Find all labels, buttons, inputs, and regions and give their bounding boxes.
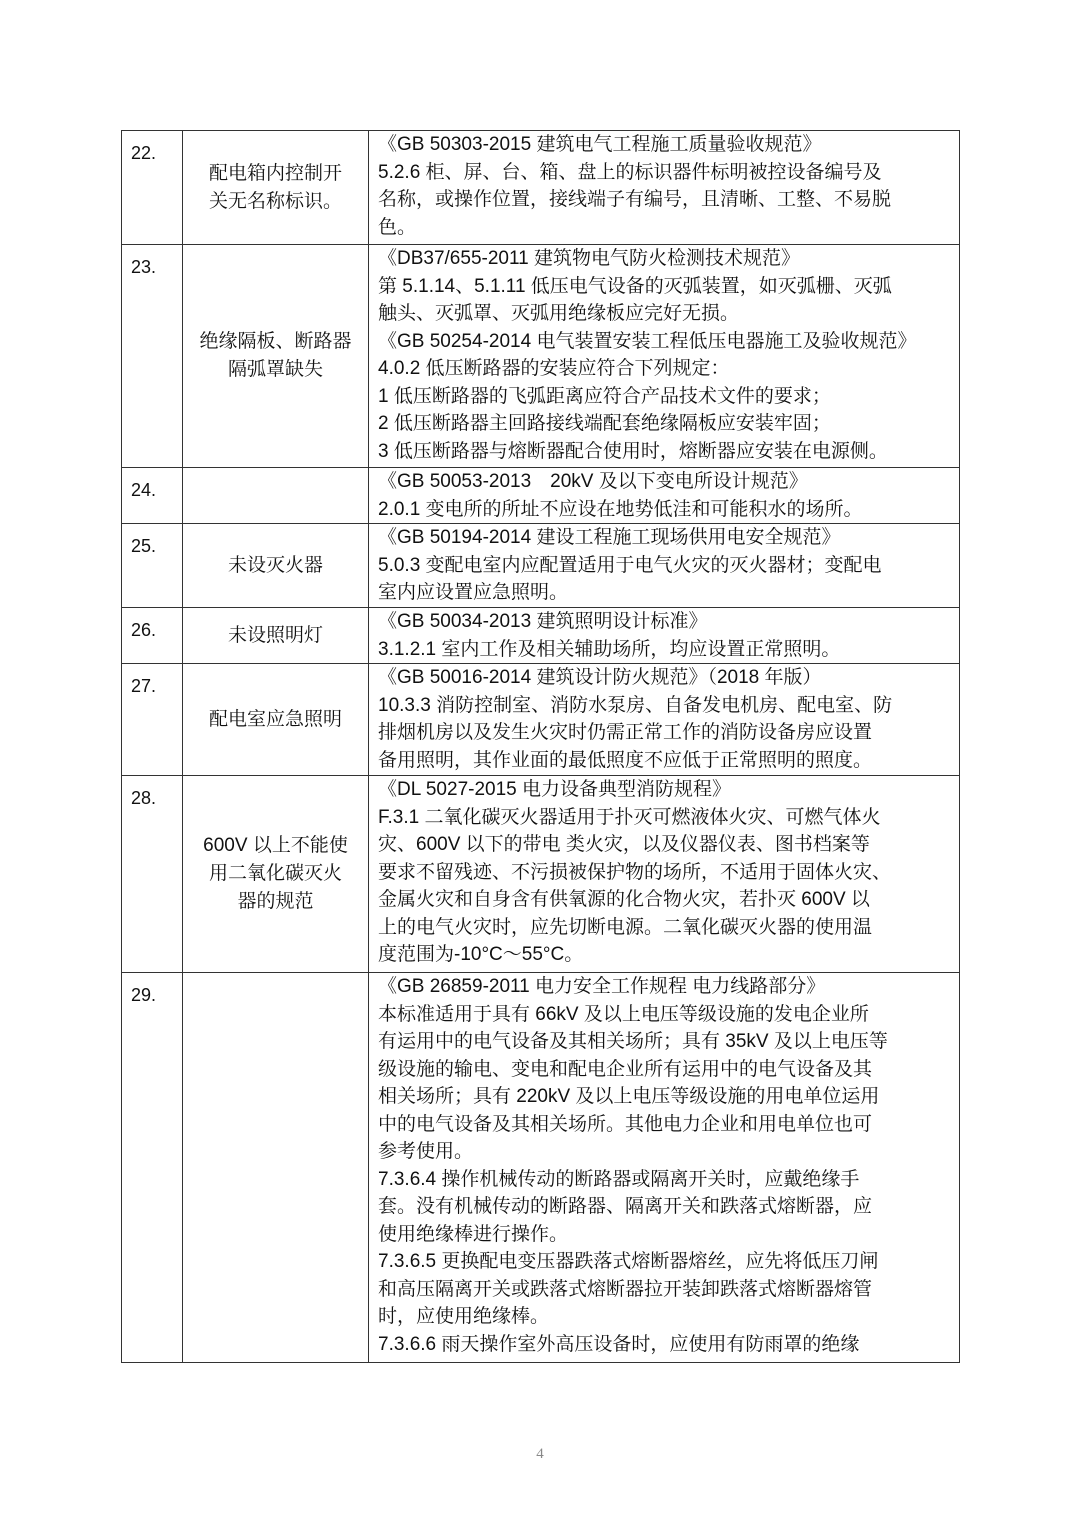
row-number: 22. [122,131,183,245]
table-row [122,776,960,973]
clause-line: 《DL 5027-2015 电力设备典型消防规程》 [378,779,732,800]
clause-line: 和高压隔离开关或跌落式熔断器拉开装卸跌落式熔断器熔管 [378,1278,873,1300]
clause-cell [369,608,960,664]
clause-line: 套。没有机械传动的断路器、隔离开关和跌落式熔断器，应 [378,1196,873,1217]
clause-line: 1 低压断路器的飞弧距离应符合产品技术文件的要求； [378,385,831,407]
clause-line: 级设施的输电、变电和配电企业所有运用中的电气设备及其 [378,1058,873,1080]
clause-line: 本标准适用于具有 66kV 及以上电压等级设施的发电企业所 [378,1003,869,1025]
row-number: 27. [122,664,183,776]
clause-line: 备用照明，其作业面的最低照度不应低于正常照明的照度。 [378,749,873,771]
issue-cell [183,664,369,776]
clause-line: F.3.1 二氧化碳灭火器适用于扑灭可燃液体火灾、可燃气体火 [378,806,881,828]
clause-line: 有运用中的电气设备及其相关场所；具有 35kV 及以上电压等 [378,1031,888,1052]
clause-line: 使用绝缘棒进行操作。 [378,1223,569,1245]
clause-line: 排烟机房以及发生火灾时仍需正常工作的消防设备房应设置 [378,722,873,743]
clause-line: 《GB 50016-2014 建筑设计防火规范》（2018 年版） [378,667,822,688]
row-number: 29. [122,973,183,1363]
clause-line: 3 低压断路器与熔断器配合使用时，熔断器应安装在电源侧。 [378,440,888,462]
row-number: 26. [122,608,183,664]
table-row [122,245,960,468]
clause-cell [369,664,960,776]
clause-line: 《GB 50053-2013 20kV 及以下变电所设计规范》 [378,471,808,492]
issue-line: 隔弧罩缺失 [227,359,323,380]
clause-line: 5.2.6 柜、屏、台、箱、盘上的标识器件标明被控设备编号及 [378,161,882,183]
clause-line: 上的电气火灾时，应先切断电源。二氧化碳灭火器的使用温 [378,916,873,938]
issue-line: 未设照明灯 [227,624,323,646]
clause-line: 相关场所；具有 220kV 及以上电压等级设施的用电单位运用 [378,1086,880,1107]
clause-line: 10.3.3 消防控制室、消防水泵房、自备发电机房、配电室、防 [378,694,893,716]
issue-cell [183,776,369,973]
issue-line: 配电箱内控制开 [208,162,342,184]
clause-line: 金属火灾和自身含有供氧源的化合物火灾，若扑灭 600V 以 [378,889,870,910]
clause-line: 室内应设置应急照明。 [378,582,569,603]
clause-line: 灾、600V 以下的带电 类火灾，以及仪器仪表、图书档案等 [378,834,870,855]
issue-cell [183,468,369,524]
clause-line: 3.1.2.1 室内工作及相关辅助场所，均应设置正常照明。 [378,638,841,660]
clause-line: 7.3.6.5 更换配电变压器跌落式熔断器熔丝，应先将低压刀闸 [378,1251,879,1272]
clause-line: 《GB 50303-2015 建筑电气工程施工质量验收规范》 [378,134,822,155]
clause-line: 5.0.3 变配电室内应配置适用于电气火灾的灭火器材；变配电 [378,554,882,576]
issue-line: 关无名称标识。 [208,190,342,212]
issue-line: 绝缘隔板、断路器 [199,331,352,352]
clause-cell [369,776,960,973]
row-number: 24. [122,468,183,524]
table-row [122,608,960,664]
clause-line: 2.0.1 变电所的所址不应设在地势低洼和可能积水的场所。 [378,498,863,520]
clause-line: 时，应使用绝缘棒。 [378,1306,550,1327]
clause-line: 4.0.2 低压断路器的安装应符合下列规定： [378,358,730,379]
clause-line: 《GB 50034-2013 建筑照明设计标准》 [378,611,708,632]
clause-line: 2 低压断路器主回路接线端配套绝缘隔板应安装牢固； [378,413,831,434]
issue-line: 器的规范 [237,891,314,912]
clause-line: 参考使用。 [378,1141,474,1162]
page-number: 4 [536,1446,544,1462]
clause-cell [369,524,960,608]
clause-cell [369,468,960,524]
clause-line: 要求不留残迹、不污损被保护物的场所，不适用于固体火灾、 [378,861,892,883]
table-row [122,524,960,608]
clause-line: 触头、灭弧罩、灭弧用绝缘板应完好无损。 [378,303,740,324]
clause-line: 中的电气设备及其相关场所。其他电力企业和用电单位也可 [378,1113,873,1135]
issue-line: 用二氧化碳灭火 [208,863,342,884]
table-row [122,131,960,245]
clause-line: 《DB37/655-2011 建筑物电气防火检测技术规范》 [378,248,800,269]
clause-cell [369,973,960,1363]
clause-line: 名称，或操作位置，接线端子有编号，且清晰、工整、不易脱 [378,189,892,210]
clause-line: 色。 [378,216,417,238]
issue-line: 未设灭火器 [227,554,323,576]
clause-line: 《GB 50254-2014 电气装置安装工程低压电器施工及验收规范》 [378,330,917,352]
row-number: 28. [122,776,183,973]
table-row [122,468,960,524]
issue-cell [183,608,369,664]
clause-cell [369,131,960,245]
clause-line: 《GB 26859-2011 电力安全工作规程 电力线路部分》 [378,976,826,997]
issue-cell [183,245,369,468]
table-row [122,664,960,776]
clause-line: 7.3.6.4 操作机械传动的断路器或隔离开关时，应戴绝缘手 [378,1168,860,1190]
regulation-table [121,130,960,1363]
clause-line: 度范围为-10°C～55°C。 [378,944,584,965]
issue-cell [183,973,369,1363]
row-number: 25. [122,524,183,608]
issue-line: 600V 以上不能使 [203,835,348,856]
issue-line: 配电室应急照明 [208,708,342,730]
clause-line: 7.3.6.6 雨天操作室外高压设备时，应使用有防雨罩的绝缘 [378,1333,860,1355]
issue-cell [183,131,369,245]
issue-cell [183,524,369,608]
row-number: 23. [122,245,183,468]
table-body [122,131,960,1363]
clause-cell [369,245,960,468]
clause-line: 《GB 50194-2014 建设工程施工现场供用电安全规范》 [378,527,841,548]
clause-line: 第 5.1.14、5.1.11 低压电气设备的灭弧装置，如灭弧栅、灭弧 [378,275,892,297]
table-row [122,973,960,1363]
